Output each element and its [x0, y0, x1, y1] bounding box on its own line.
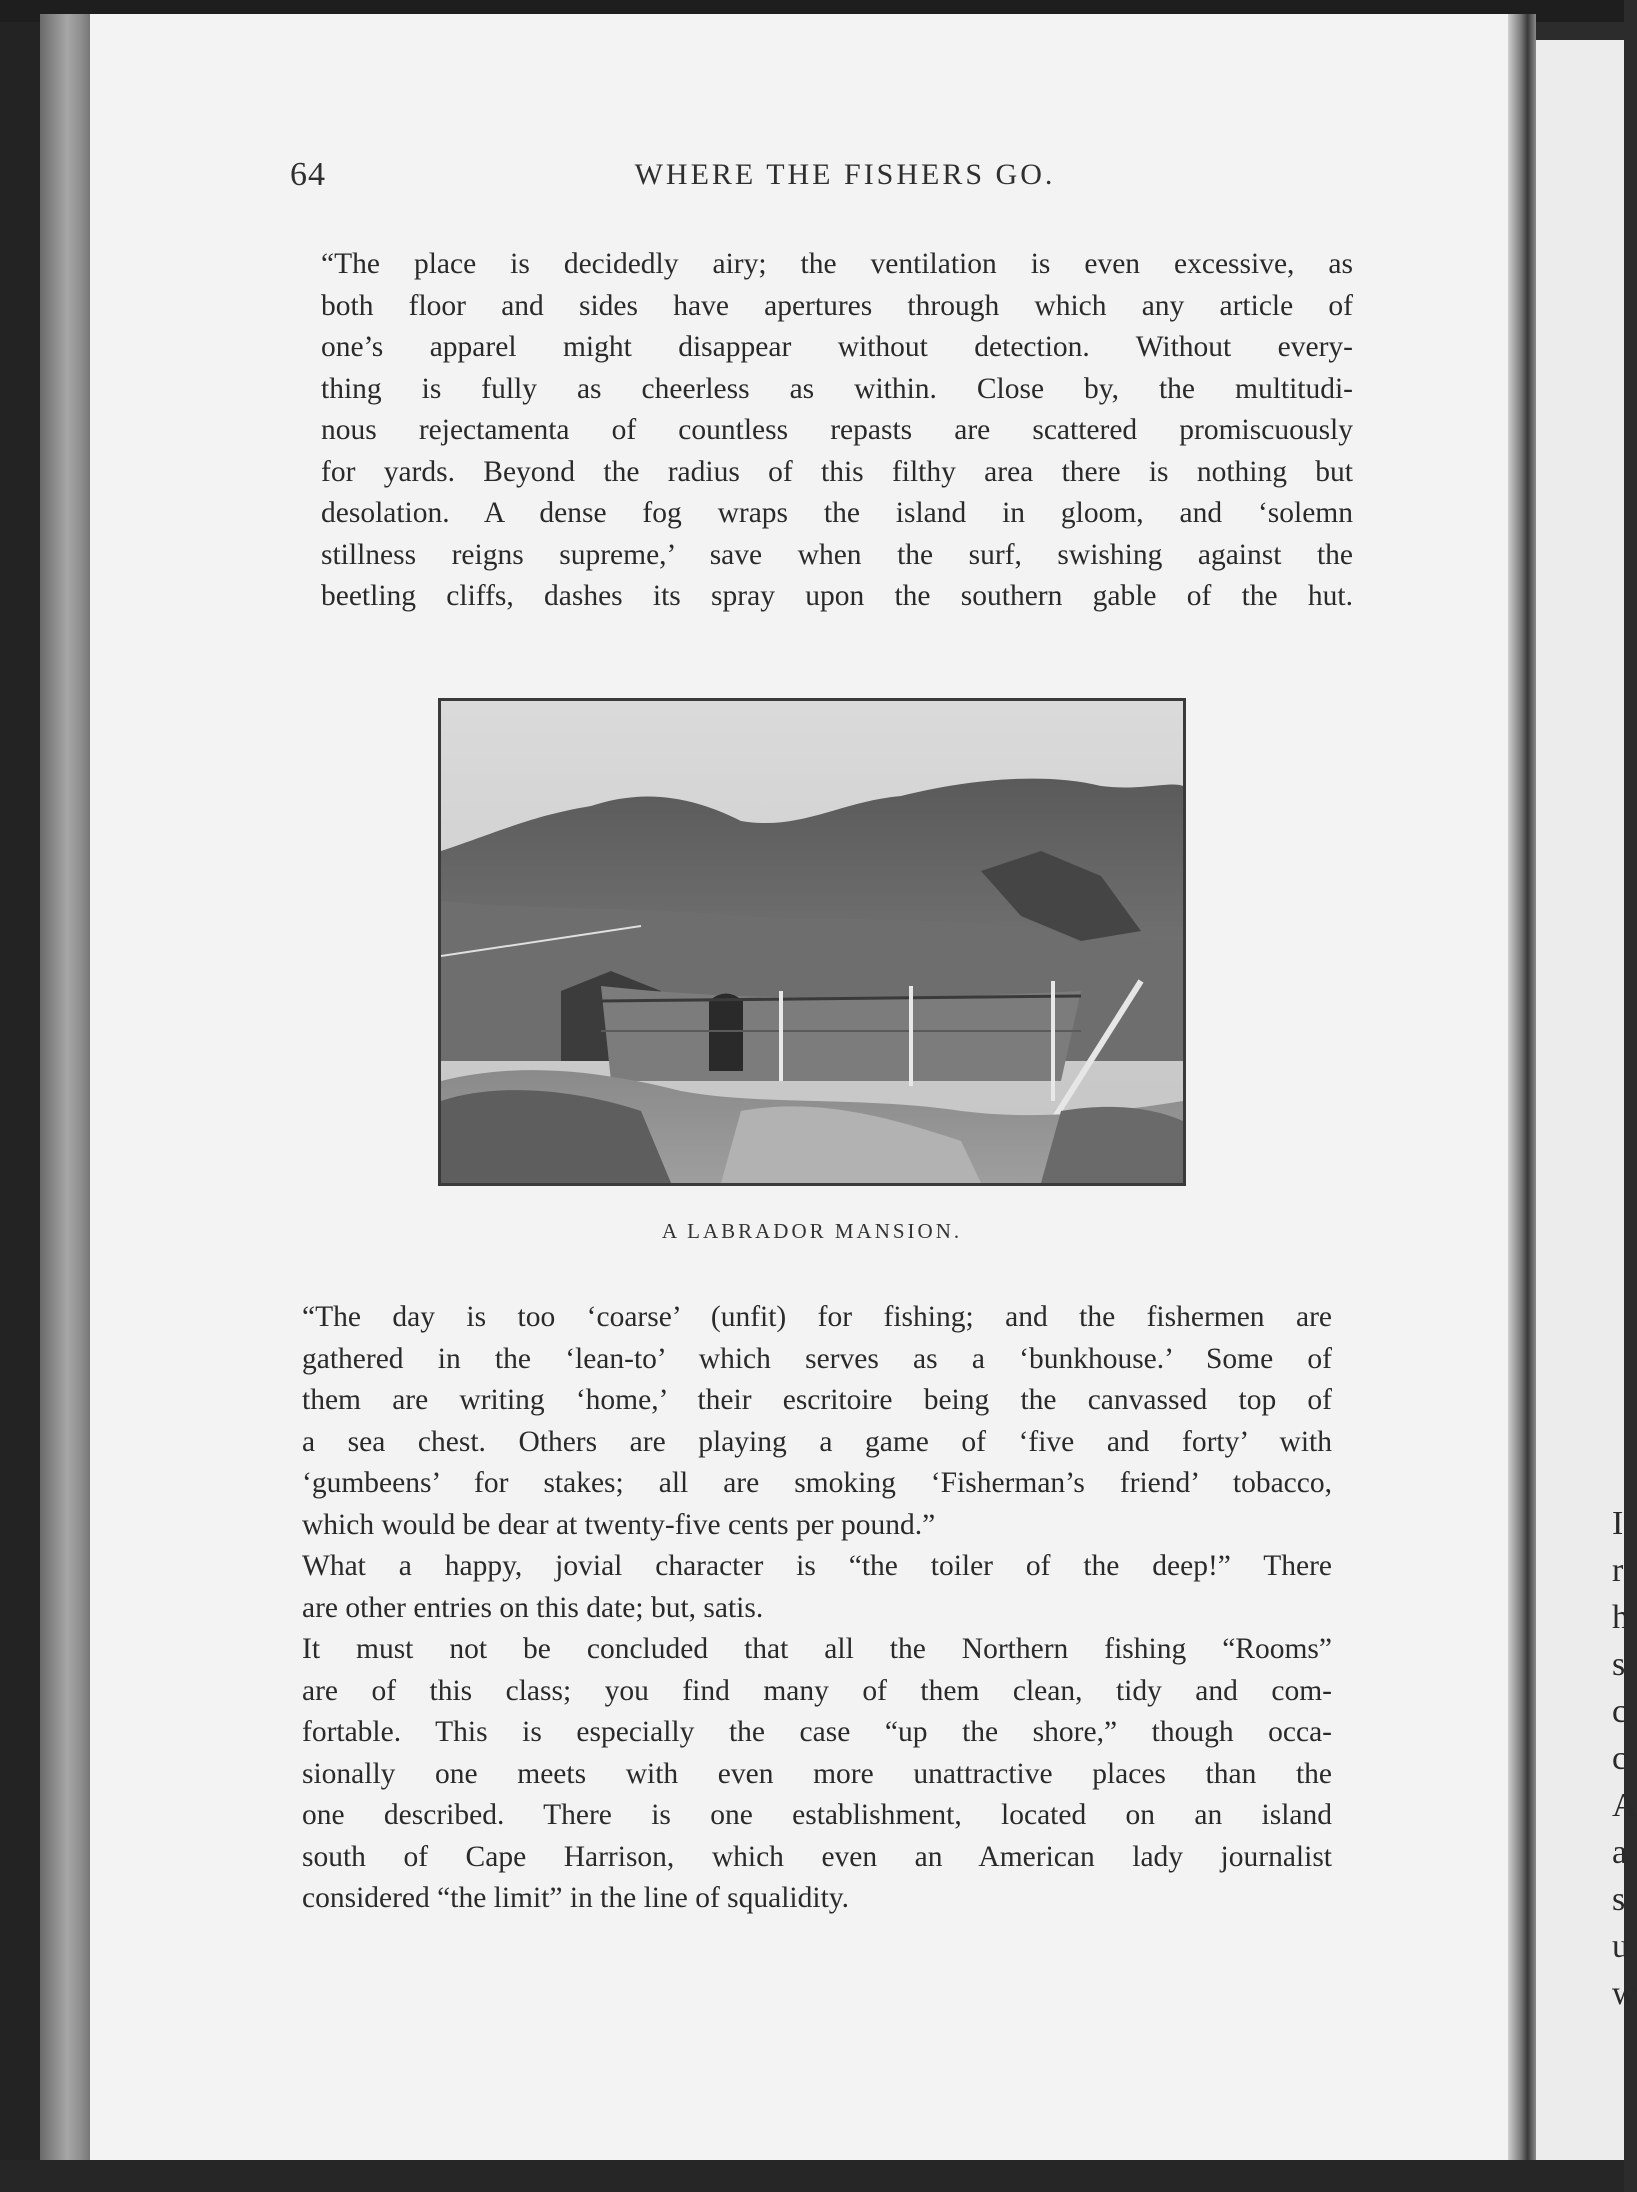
- book-gutter: [1508, 14, 1536, 2160]
- running-title: WHERE THE FISHERS GO.: [634, 158, 1056, 191]
- scan-background-bottom: [0, 2160, 1624, 2192]
- text-line: It must not be concluded that all the Northern fishing “Rooms”: [302, 1633, 1332, 1665]
- text-line: thing is fully as cheerless as within. Close by, the multitudi-: [321, 372, 1353, 405]
- paragraph: [283, 244, 1353, 618]
- text-line: “The day is too ‘coarse’ (unfit) for fishing; and the fishermen are: [302, 1301, 1332, 1333]
- text-line: them are writing ‘home,’ their escritoire being the canvassed top of: [302, 1384, 1332, 1416]
- text-line: considered “the limit” in the line of squalidity.: [302, 1882, 849, 1914]
- page-number: 64: [290, 156, 326, 193]
- adjacent-letter: w: [1612, 1975, 1637, 2012]
- caption-text: A LABRADOR MANSION.: [661, 1219, 963, 1243]
- text-line: beetling cliffs, dashes its spray upon the southern gable of the hut.: [321, 580, 1353, 612]
- text-line: stillness reigns supreme,’ save when the surf, swishing against the: [321, 538, 1353, 571]
- text-line: ‘gumbeens’ for stakes; all are smoking ‘Fisherman’s friend’ tobacco,: [302, 1467, 1332, 1499]
- adjacent-letter: a: [1612, 1834, 1628, 1871]
- running-head: [290, 156, 1350, 216]
- adjacent-letter: I: [1612, 1505, 1624, 1542]
- paragraph: [264, 1297, 1332, 1546]
- scan-background-left: [0, 0, 40, 2192]
- text-line: fortable. This is especially the case “up the shore,” though occa-: [302, 1716, 1332, 1748]
- text-line: are other entries on this date; but, satis.: [302, 1591, 764, 1624]
- text-line: for yards. Beyond the radius of this filthy area there is nothing but: [321, 455, 1353, 488]
- text-line: are of this class; you find many of them clean, tidy and com-: [302, 1674, 1332, 1707]
- paragraph: [264, 1546, 1332, 1629]
- adjacent-letter: s: [1612, 1881, 1626, 1918]
- adjacent-letter: c: [1612, 1740, 1628, 1777]
- text-line: “The place is decidedly airy; the ventilation is even excessive, as: [321, 248, 1353, 280]
- text-line: one described. There is one establishment, located on an island: [302, 1799, 1332, 1831]
- text-line: What a happy, jovial character is “the toiler of the deep!” There: [302, 1550, 1332, 1582]
- text-line: both floor and sides have apertures through which any article of: [321, 289, 1353, 322]
- adjacent-letter: A: [1612, 1787, 1637, 1824]
- adjacent-letter: u: [1612, 1928, 1629, 1965]
- text-block-bottom: [264, 1297, 1332, 1920]
- text-line: sionally one meets with even more unattractive places than the: [302, 1757, 1332, 1790]
- book-page-edges: [40, 14, 90, 2164]
- paragraph: [264, 1629, 1332, 1920]
- adjacent-letter: c: [1612, 1693, 1628, 1730]
- text-block-top: [283, 244, 1353, 618]
- adjacent-page-text: [1612, 1500, 1637, 2017]
- text-line: a sea chest. Others are playing a game of ‘five and forty’ with: [302, 1425, 1332, 1458]
- photograph-illustration: [441, 701, 1183, 1183]
- text-line: desolation. A dense fog wraps the island in gloom, and ‘solemn: [321, 497, 1353, 529]
- adjacent-letter: r: [1612, 1552, 1624, 1589]
- text-line: one’s apparel might disappear without detection. Without every-: [321, 331, 1353, 363]
- adjacent-letter: h: [1612, 1599, 1629, 1636]
- text-line: gathered in the ‘lean-to’ which serves as a ‘bunkhouse.’ Some of: [302, 1342, 1332, 1375]
- figure-caption: [560, 1219, 1064, 1244]
- text-line: which would be dear at twenty-five cents per pound.”: [302, 1508, 936, 1541]
- adjacent-letter: s: [1612, 1646, 1626, 1683]
- text-line: nous rejectamenta of countless repasts are scattered promiscuously: [321, 414, 1353, 446]
- text-line: south of Cape Harrison, which even an American lady journalist: [302, 1840, 1332, 1873]
- adjacent-page: [1536, 40, 1637, 2160]
- photograph-labrador-mansion: [438, 698, 1186, 1186]
